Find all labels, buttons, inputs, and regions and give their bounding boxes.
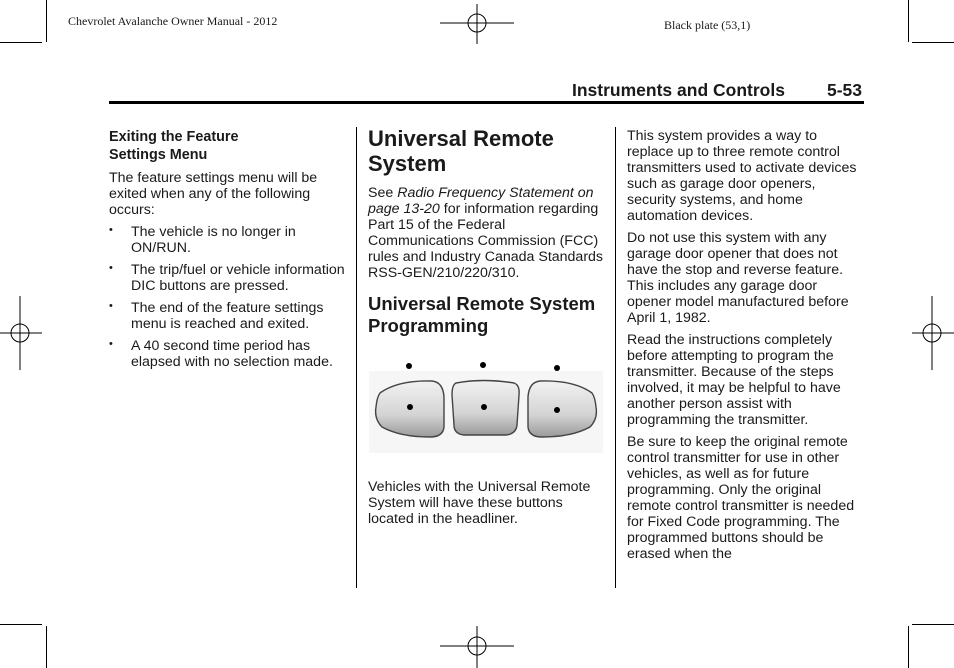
- column-divider: [615, 127, 616, 588]
- subsection-heading: Universal Remote System Programming: [368, 293, 596, 336]
- column-3: [627, 128, 863, 568]
- running-head-right: Black plate (53,1): [664, 18, 751, 32]
- crop-mark: [912, 42, 954, 43]
- list-item: • A 40 second time period has elapsed with no selection made.: [109, 338, 333, 370]
- column-1: [109, 128, 345, 376]
- bullet-icon: •: [109, 300, 113, 312]
- figure-caption: Vehicles with the Universal Remote System will have these buttons located in the headliner.: [368, 479, 591, 527]
- paragraph: Do not use this system with any garage door opener that does not have the stop and reverse feature. This includes any garage door opener model manufactured before April 1, 1982.: [627, 230, 849, 326]
- registration-mark-left: [0, 296, 42, 370]
- registration-mark-bottom: [440, 626, 514, 668]
- paragraph: This system provides a way to replace up to three remote control transmitters used to activate devices such as garage door openers, security systems, and home automation devices.: [627, 128, 857, 224]
- crop-mark: [0, 42, 42, 43]
- bullet-icon: •: [109, 262, 113, 274]
- crop-mark: [908, 626, 909, 668]
- crop-mark: [912, 624, 954, 625]
- list-item: • The end of the feature settings menu is reached and exited.: [109, 300, 324, 332]
- crop-mark: [46, 626, 47, 668]
- section-heading: Universal Remote System: [368, 126, 554, 176]
- paragraph: The feature settings menu will be exited when any of the following occurs:: [109, 170, 318, 218]
- remote-button-3: [528, 381, 596, 437]
- crop-mark: [46, 0, 47, 42]
- paragraph: Read the instructions completely before attempting to program the transmitter. Because of the steps involved, it may be helpful to have another person assist with programming the transmitter.: [627, 332, 841, 428]
- page-number: 5-53: [827, 80, 863, 100]
- column-2: [368, 126, 606, 533]
- header-rule: [109, 101, 864, 104]
- registration-mark-top: [440, 4, 514, 44]
- bullet-icon: •: [109, 224, 113, 236]
- cross-reference-link[interactable]: Radio Frequency Statement on page 13-20: [368, 185, 594, 217]
- subheading: Exiting the Feature Settings Menu: [109, 129, 239, 163]
- crop-mark: [908, 0, 909, 42]
- remote-buttons-illustration: [368, 357, 604, 457]
- bullet-icon: •: [109, 338, 113, 350]
- crop-mark: [0, 624, 42, 625]
- column-divider: [356, 127, 357, 588]
- running-head-left: Chevrolet Avalanche Owner Manual - 2012: [68, 14, 278, 28]
- paragraph: Be sure to keep the original remote control transmitter for use in other vehicles, as well as for future programming. Only the original remote control transmitter is needed for Fixed Code programming. The programmed buttons should be erased when the: [627, 434, 855, 562]
- bullet-list: [109, 224, 345, 370]
- paragraph: See Radio Frequency Statement on page 13-20 for information regarding Part 15 of the Federal Communications Commission (FCC) rules and Industry Canada Standards RSS-GEN/210/220/310.: [368, 185, 604, 281]
- section-title: Instruments and Controls: [572, 80, 785, 100]
- list-item: • The trip/fuel or vehicle information DIC buttons are pressed.: [109, 262, 345, 294]
- registration-mark-right: [912, 296, 954, 370]
- list-item: • The vehicle is no longer in ON/RUN.: [109, 224, 296, 256]
